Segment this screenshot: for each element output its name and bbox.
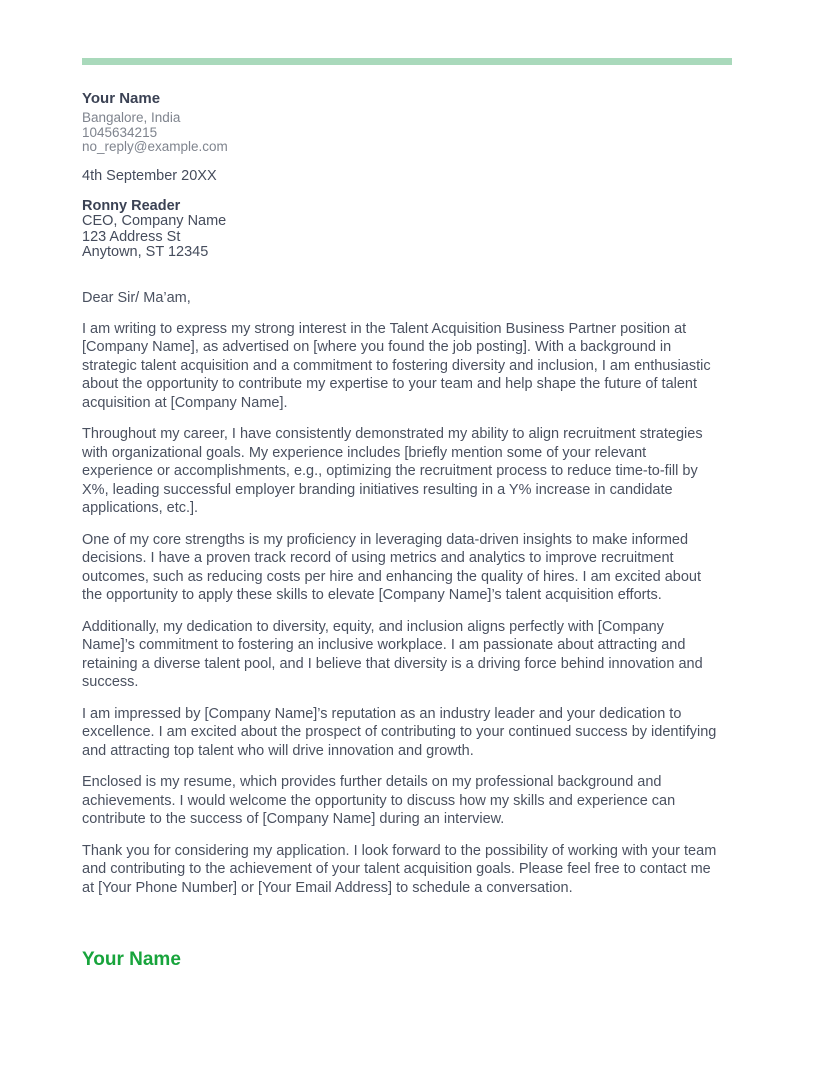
- body-paragraph: One of my core strengths is my proficiency in leveraging data-driven insights to make informed decisions. I have a proven track record of using metrics and analytics to improve recruitment outcomes, such as reducing costs per hire and enhancing the quality of hires. I am excited about the opportunity to apply these skills to elevate [Company Name]’s talent acquisition efforts.: [82, 531, 702, 603]
- body-paragraph: Enclosed is my resume, which provides further details on my professional background and achievements. I would welcome the opportunity to discuss how my skills and experience can contribute to the success of [Company Name] during an interview.: [82, 774, 676, 827]
- recipient-title: CEO, Company Name: [82, 213, 227, 229]
- top-accent-bar: [82, 58, 732, 65]
- sender-location: Bangalore, India: [82, 110, 181, 125]
- sender-email: no_reply@example.com: [82, 139, 228, 154]
- signature-name: Your Name: [82, 949, 181, 970]
- body-paragraph: I am writing to express my strong interest in the Talent Acquisition Business Partner position at [Company Name], as advertised on [where you found the job posting]. With a background in strategic talent acquisition and a commitment to fostering diversity and inclusion, I am enthusiastic about the opportunity to contribute my expertise to your team and help shape the future of talent acquisition at [Company Name].: [82, 320, 711, 411]
- recipient-name: Ronny Reader: [82, 197, 181, 214]
- body-paragraph: Thank you for considering my application. I look forward to the possibility of working with your team and contributing to the achievement of your talent acquisition goals. Please feel free to contact me at [Your Phone Number] or [Your Email Address] to schedule a conversation.: [82, 842, 717, 896]
- body-paragraph: I am impressed by [Company Name]’s reputation as an industry leader and your dedication to excellence. I am excited about the prospect of contributing to your continued success by identifying and attracting top talent who will drive innovation and growth.: [82, 705, 717, 759]
- recipient-address-line1: 123 Address St: [82, 228, 181, 245]
- letter-body: [82, 320, 734, 898]
- sender-contact: [82, 111, 734, 155]
- sender-name: Your Name: [82, 90, 161, 107]
- sender-phone: 1045634215: [82, 124, 158, 140]
- letter-date: 4th September 20XX: [82, 167, 217, 184]
- body-paragraph: Throughout my career, I have consistently demonstrated my ability to align recruitment strategies with organizational goals. My experience includes [briefly mention some of your relevant experience or accomplishments, e.g., optimizing the recruitment process to reduce time-to-fill by X%, leading successful employer branding initiatives resulting in a Y% increase in candidate applications, etc.].: [82, 426, 703, 516]
- sender-block: [82, 90, 734, 155]
- recipient-block: [82, 199, 734, 261]
- salutation: Dear Sir/ Ma’am,: [82, 289, 191, 306]
- recipient-address-line2: Anytown, ST 12345: [82, 244, 209, 260]
- body-paragraph: Additionally, my dedication to diversity, equity, and inclusion aligns perfectly with [Company Name]’s commitment to fostering an inclusive workplace. I am passionate about attracting and retaining a diverse talent pool, and I believe that diversity is a driving force behind innovation and success.: [82, 618, 703, 690]
